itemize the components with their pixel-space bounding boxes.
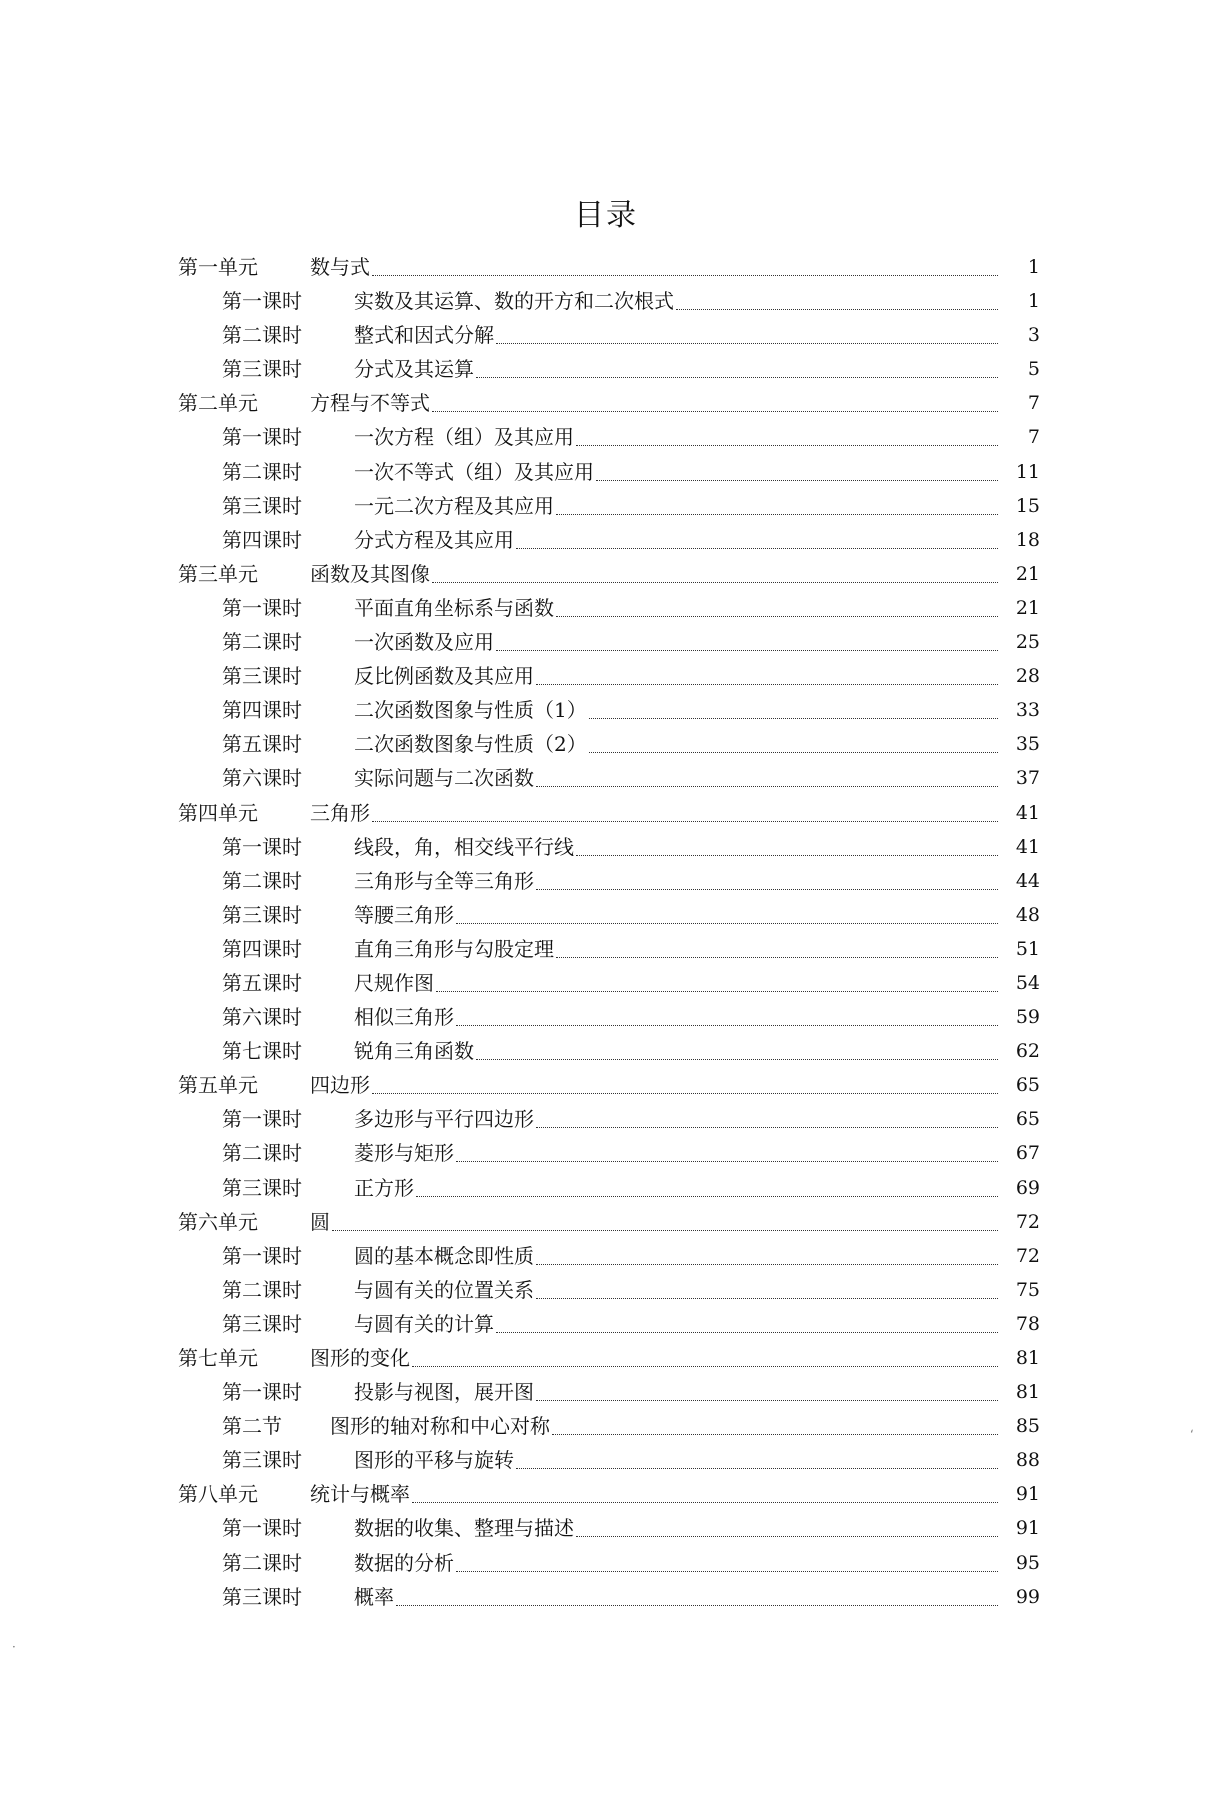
page-number: 1 [1027, 256, 1040, 278]
page-number: 33 [1015, 699, 1040, 722]
entry-label: 第一课时 [222, 1380, 302, 1405]
entry-label: 第二课时 [222, 1277, 302, 1302]
page-number: 65 [1015, 1074, 1040, 1097]
entry-title: 菱形与矩形 [354, 1141, 454, 1166]
entry-title: 投影与视图，展开图 [354, 1380, 534, 1405]
page-title: 目录 [574, 198, 638, 233]
page-number: 25 [1015, 631, 1040, 654]
dot-leader [332, 1196, 998, 1231]
entry-label: 第四单元 [178, 800, 258, 825]
entry-label: 第二课时 [222, 459, 302, 484]
entry-title: 实际问题与二次函数 [354, 766, 534, 791]
entry-title: 数与式 [310, 255, 370, 279]
page-number: 91 [1015, 1483, 1040, 1506]
dot-leader [536, 1230, 998, 1265]
page-number: 69 [1015, 1176, 1040, 1199]
dot-leader [596, 446, 998, 481]
entry-title: 实数及其运算、数的开方和二次根式 [354, 289, 674, 314]
dot-leader [456, 1537, 998, 1572]
entry-title: 多边形与平行四边形 [354, 1107, 534, 1132]
dot-leader [416, 1162, 998, 1197]
page-number: 81 [1015, 1381, 1040, 1404]
dot-leader [496, 309, 998, 344]
entry-label: 第三课时 [222, 493, 302, 518]
dot-leader [412, 1468, 998, 1503]
dot-leader [456, 1127, 998, 1162]
page-number: 81 [1015, 1347, 1040, 1369]
entry-label: 第六课时 [222, 1005, 302, 1030]
dot-leader [432, 377, 998, 412]
page-number: 41 [1015, 801, 1040, 824]
dot-leader [516, 514, 998, 549]
entry-label: 第七课时 [222, 1039, 302, 1064]
entry-label: 第三课时 [222, 902, 302, 927]
entry-label: 第二课时 [222, 868, 302, 893]
entry-title: 数据的分析 [354, 1550, 454, 1575]
entry-title: 图形的变化 [310, 1346, 410, 1370]
entry-title: 三角形与全等三角形 [354, 868, 534, 893]
page-number: 7 [1027, 392, 1040, 415]
entry-label: 第一课时 [222, 425, 302, 450]
entry-label: 第三课时 [222, 1311, 302, 1336]
page-number: 5 [1027, 358, 1040, 381]
dot-leader [456, 991, 998, 1026]
page-number: 51 [1015, 937, 1040, 960]
page-number: 35 [1015, 733, 1040, 756]
entry-label: 第一课时 [222, 1516, 302, 1541]
dot-leader [536, 752, 998, 787]
entry-label: 第二课时 [222, 630, 302, 655]
entry-label: 第四课时 [222, 698, 302, 723]
page-number: 54 [1015, 971, 1040, 994]
entry-title: 一次函数及应用 [354, 630, 494, 655]
entry-title: 图形的平移与旋转 [354, 1448, 514, 1473]
entry-title: 圆 [310, 1209, 330, 1234]
entry-label: 第四课时 [222, 936, 302, 961]
dot-leader [476, 1025, 998, 1060]
entry-label: 第三课时 [222, 1175, 302, 1200]
entry-title: 尺规作图 [354, 970, 434, 995]
entry-title: 四边形 [310, 1073, 370, 1098]
entry-title: 图形的轴对称和中心对称 [330, 1414, 550, 1439]
entry-title: 概率 [354, 1584, 394, 1609]
entry-title: 整式和因式分解 [354, 323, 494, 348]
entry-label: 第三课时 [222, 357, 302, 382]
dot-leader [536, 650, 998, 685]
page-number: 78 [1015, 1312, 1040, 1335]
dot-leader [456, 889, 998, 924]
page-number: 1 [1027, 290, 1040, 313]
dot-leader [372, 1059, 998, 1094]
entry-label: 第二课时 [222, 1550, 302, 1575]
dot-leader [556, 923, 998, 958]
page-number: 48 [1015, 903, 1040, 926]
entry-title: 统计与概率 [310, 1482, 410, 1507]
page-number: 99 [1015, 1585, 1040, 1608]
entry-label: 第一课时 [222, 1107, 302, 1132]
entry-title: 函数及其图像 [310, 561, 430, 586]
table-of-contents [178, 250, 1040, 1614]
entry-label: 第一单元 [178, 255, 258, 279]
entry-label: 第五课时 [222, 970, 302, 995]
entry-title: 数据的收集、整理与描述 [354, 1516, 574, 1541]
page-number: 21 [1015, 562, 1040, 585]
dot-leader [372, 241, 998, 276]
entry-title: 等腰三角形 [354, 902, 454, 927]
page-number: 75 [1015, 1278, 1040, 1301]
page-number: 41 [1015, 835, 1040, 858]
entry-title: 分式方程及其应用 [354, 527, 514, 552]
page-number: 72 [1015, 1210, 1040, 1233]
dot-leader [676, 275, 998, 310]
entry-title: 三角形 [310, 800, 370, 825]
page-number: 21 [1015, 596, 1040, 619]
entry-label: 第三课时 [222, 1584, 302, 1609]
entry-label: 第六单元 [178, 1209, 258, 1234]
entry-title: 相似三角形 [354, 1005, 454, 1030]
entry-title: 与圆有关的位置关系 [354, 1277, 534, 1302]
dot-leader [496, 1298, 998, 1333]
entry-label: 第八单元 [178, 1482, 258, 1507]
toc-lesson-entry [178, 1580, 1040, 1614]
entry-label: 第五单元 [178, 1073, 258, 1098]
entry-label: 第二课时 [222, 1141, 302, 1166]
page-number: 62 [1015, 1040, 1040, 1063]
entry-label: 第三单元 [178, 561, 258, 586]
page-number: 85 [1015, 1415, 1040, 1438]
page-number: 7 [1027, 426, 1040, 449]
entry-label: 第一课时 [222, 834, 302, 859]
entry-label: 第二课时 [222, 323, 302, 348]
entry-title: 一次方程（组）及其应用 [354, 425, 574, 450]
page-number: 95 [1015, 1551, 1040, 1574]
dot-leader [396, 1571, 998, 1606]
entry-title: 直角三角形与勾股定理 [354, 936, 554, 961]
entry-title: 圆的基本概念即性质 [354, 1243, 534, 1268]
entry-title: 锐角三角函数 [354, 1039, 474, 1064]
dot-leader [412, 1332, 998, 1367]
dot-leader [476, 343, 998, 378]
dot-leader [516, 1434, 998, 1469]
dot-leader [552, 1400, 998, 1435]
dot-leader [576, 411, 998, 446]
page-number: 67 [1015, 1142, 1040, 1165]
dot-leader [556, 582, 998, 617]
entry-label: 第七单元 [178, 1346, 258, 1370]
entry-label: 第六课时 [222, 766, 302, 791]
entry-label: 第五课时 [222, 732, 302, 757]
entry-label: 第三课时 [222, 1448, 302, 1473]
dot-leader [576, 821, 998, 856]
page-number: 3 [1027, 324, 1040, 347]
entry-title: 二次函数图象与性质（2） [354, 732, 587, 757]
entry-label: 第四课时 [222, 527, 302, 552]
page-number: 11 [1015, 460, 1040, 483]
dot-leader [372, 787, 998, 822]
entry-title: 平面直角坐标系与函数 [354, 595, 554, 620]
page-number: 44 [1015, 869, 1040, 892]
entry-label: 第一课时 [222, 1243, 302, 1268]
dot-leader [496, 616, 998, 651]
dot-leader [436, 957, 998, 992]
entry-title: 反比例函数及其应用 [354, 664, 534, 689]
scan-mark: ⸲ [1190, 1420, 1194, 1434]
dot-leader [536, 1264, 998, 1299]
entry-title: 分式及其运算 [354, 357, 474, 382]
entry-label: 第一课时 [222, 595, 302, 620]
dot-leader [576, 1502, 998, 1537]
page-number: 18 [1015, 528, 1040, 551]
dot-leader [432, 548, 998, 583]
entry-title: 二次函数图象与性质（1） [354, 698, 587, 723]
page-number: 65 [1015, 1108, 1040, 1131]
entry-title: 正方形 [354, 1175, 414, 1200]
dot-leader [556, 480, 998, 515]
page-number: 72 [1015, 1244, 1040, 1267]
page-number: 59 [1015, 1006, 1040, 1029]
dot-leader [536, 1366, 998, 1401]
dot-leader [589, 684, 998, 719]
scan-mark: · [12, 1640, 16, 1654]
entry-label: 第一课时 [222, 289, 302, 314]
page-number: 37 [1015, 767, 1040, 790]
page-number: 88 [1015, 1449, 1040, 1472]
page-number: 91 [1015, 1517, 1040, 1540]
entry-label: 第二单元 [178, 391, 258, 416]
page-number: 15 [1015, 494, 1040, 517]
dot-leader [589, 718, 998, 753]
entry-title: 方程与不等式 [310, 391, 430, 416]
entry-label: 第三课时 [222, 664, 302, 689]
entry-title: 一次不等式（组）及其应用 [354, 459, 594, 484]
entry-title: 与圆有关的计算 [354, 1311, 494, 1336]
entry-title: 一元二次方程及其应用 [354, 493, 554, 518]
dot-leader [536, 1093, 998, 1128]
page-number: 28 [1015, 665, 1040, 688]
entry-title: 线段，角，相交线平行线 [354, 834, 574, 859]
entry-label: 第二节 [222, 1414, 282, 1439]
dot-leader [536, 855, 998, 890]
